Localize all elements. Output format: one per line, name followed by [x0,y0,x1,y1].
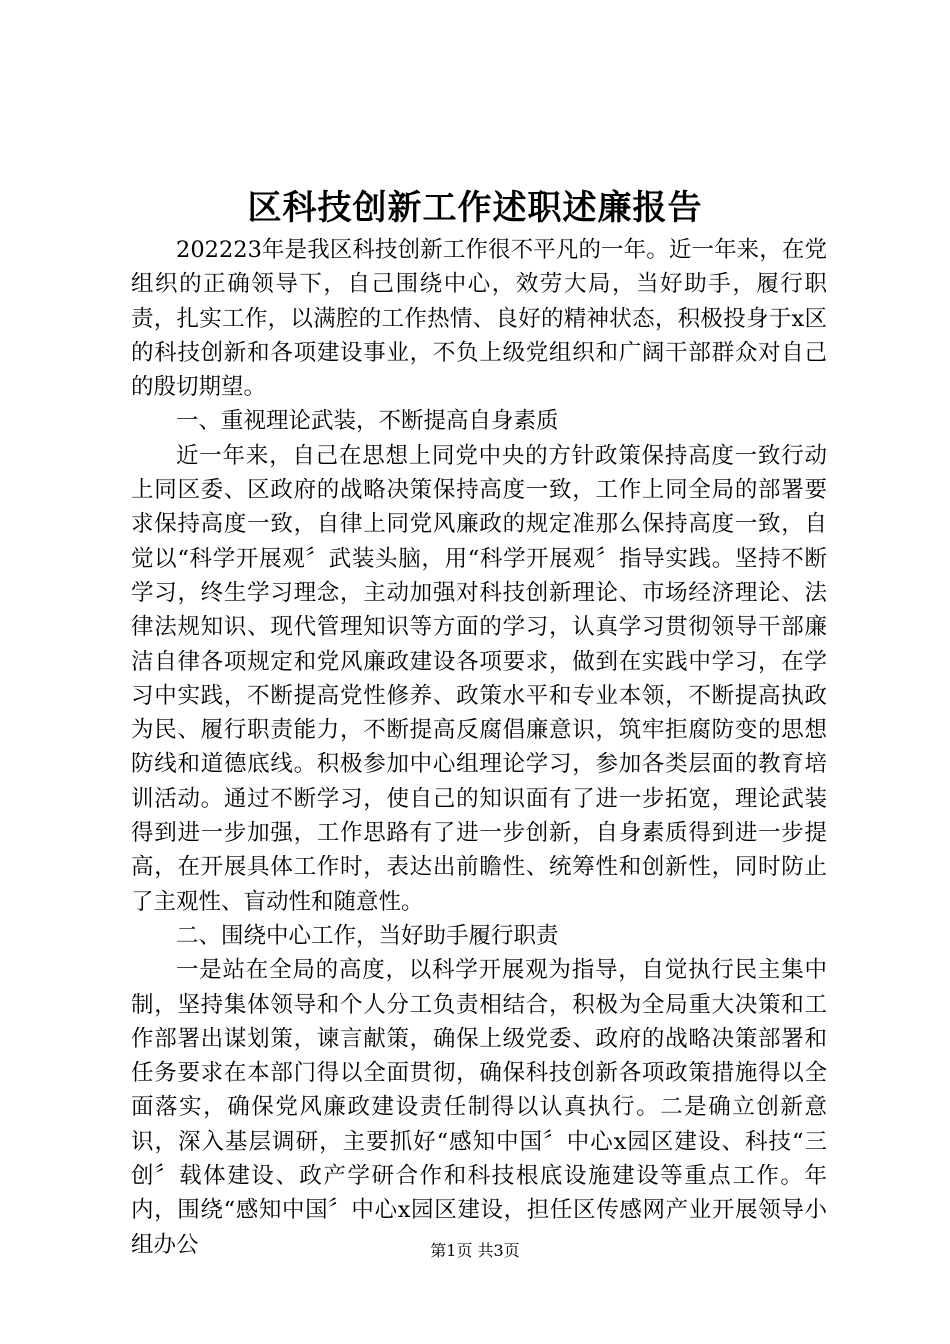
document-body [131,233,827,1262]
section-heading-2: 二、围绕中心工作，当好助手履行职责 [176,922,559,949]
paragraph-section-1: 近一年来，自己在思想上同党中央的方针政策保持高度一致行动上同区委、区政府的战略决策保持高度一致，工作上同全局的部署要求保持高度一致，自律上同党风廉政的规定准那么保持高度一致，自觉以“科学开展观〞武装头脑，用“科学开展观〞指导实践。坚持不断学习，终生学习理念，主动加强对科技创新理论、市场经济理论、法律法规知识、现代管理知识等方面的学习，认真学习贯彻领导干部廉洁自律各项规定和党风廉政建设各项要求，做到在实践中学习，在学习中实践，不断提高党性修养、政策水平和专业本领，不断提高执政为民、履行职责能力，不断提高反腐倡廉意识，筑牢拒腐防变的思想防线和道德底线。积极参加中心组理论学习，参加各类层面的教育培训活动。通过不断学习，使自己的知识面有了进一步拓宽，理论武装得到进一步加强，工作思路有了进一步创新，自身素质得到进一步提高，在开展具体工作时，表达出前瞻性、统筹性和创新性，同时防止了主观性、盲动性和随意性。 [131,442,827,915]
document-title: 区科技创新工作述职述廉报告 [247,188,703,228]
paragraph-section-2: 一是站在全局的高度，以科学开展观为指导，自觉执行民主集中制，坚持集体领导和个人分工负责相结合，积极为全局重大决策和工作部署出谋划策，谏言献策，确保上级党委、政府的战略决策部署和任务要求在本部门得以全面贯彻，确保科技创新各项政策措施得以全面落实，确保党风廉政建设责任制得以认真执行。二是确立创新意识，深入基层调研，主要抓好“感知中国〞中心x园区建设、科技“三创〞载体建设、政产学研合作和科技根底设施建设等重点工作。年内，围绕“感知中国〞中心x园区建设，担任区传感网产业开展领导小组办公 [131,957,827,1258]
page-total: 共3页 [477,1241,520,1260]
section-heading-1: 一、重视理论武装，不断提高自身素质 [176,408,559,435]
page-footer [0,1240,950,1262]
page-number: 第1页 [430,1241,473,1260]
paragraph-intro: 202223年是我区科技创新工作很不平凡的一年。近一年来，在党组织的正确领导下，自己围绕中心，效劳大局，当好助手，履行职责，扎实工作，以满腔的工作热情、良好的精神状态，积极投身于x区的科技创新和各项建设事业，不负上级党组织和广阔干部群众对自己的殷切期望。 [131,237,827,401]
